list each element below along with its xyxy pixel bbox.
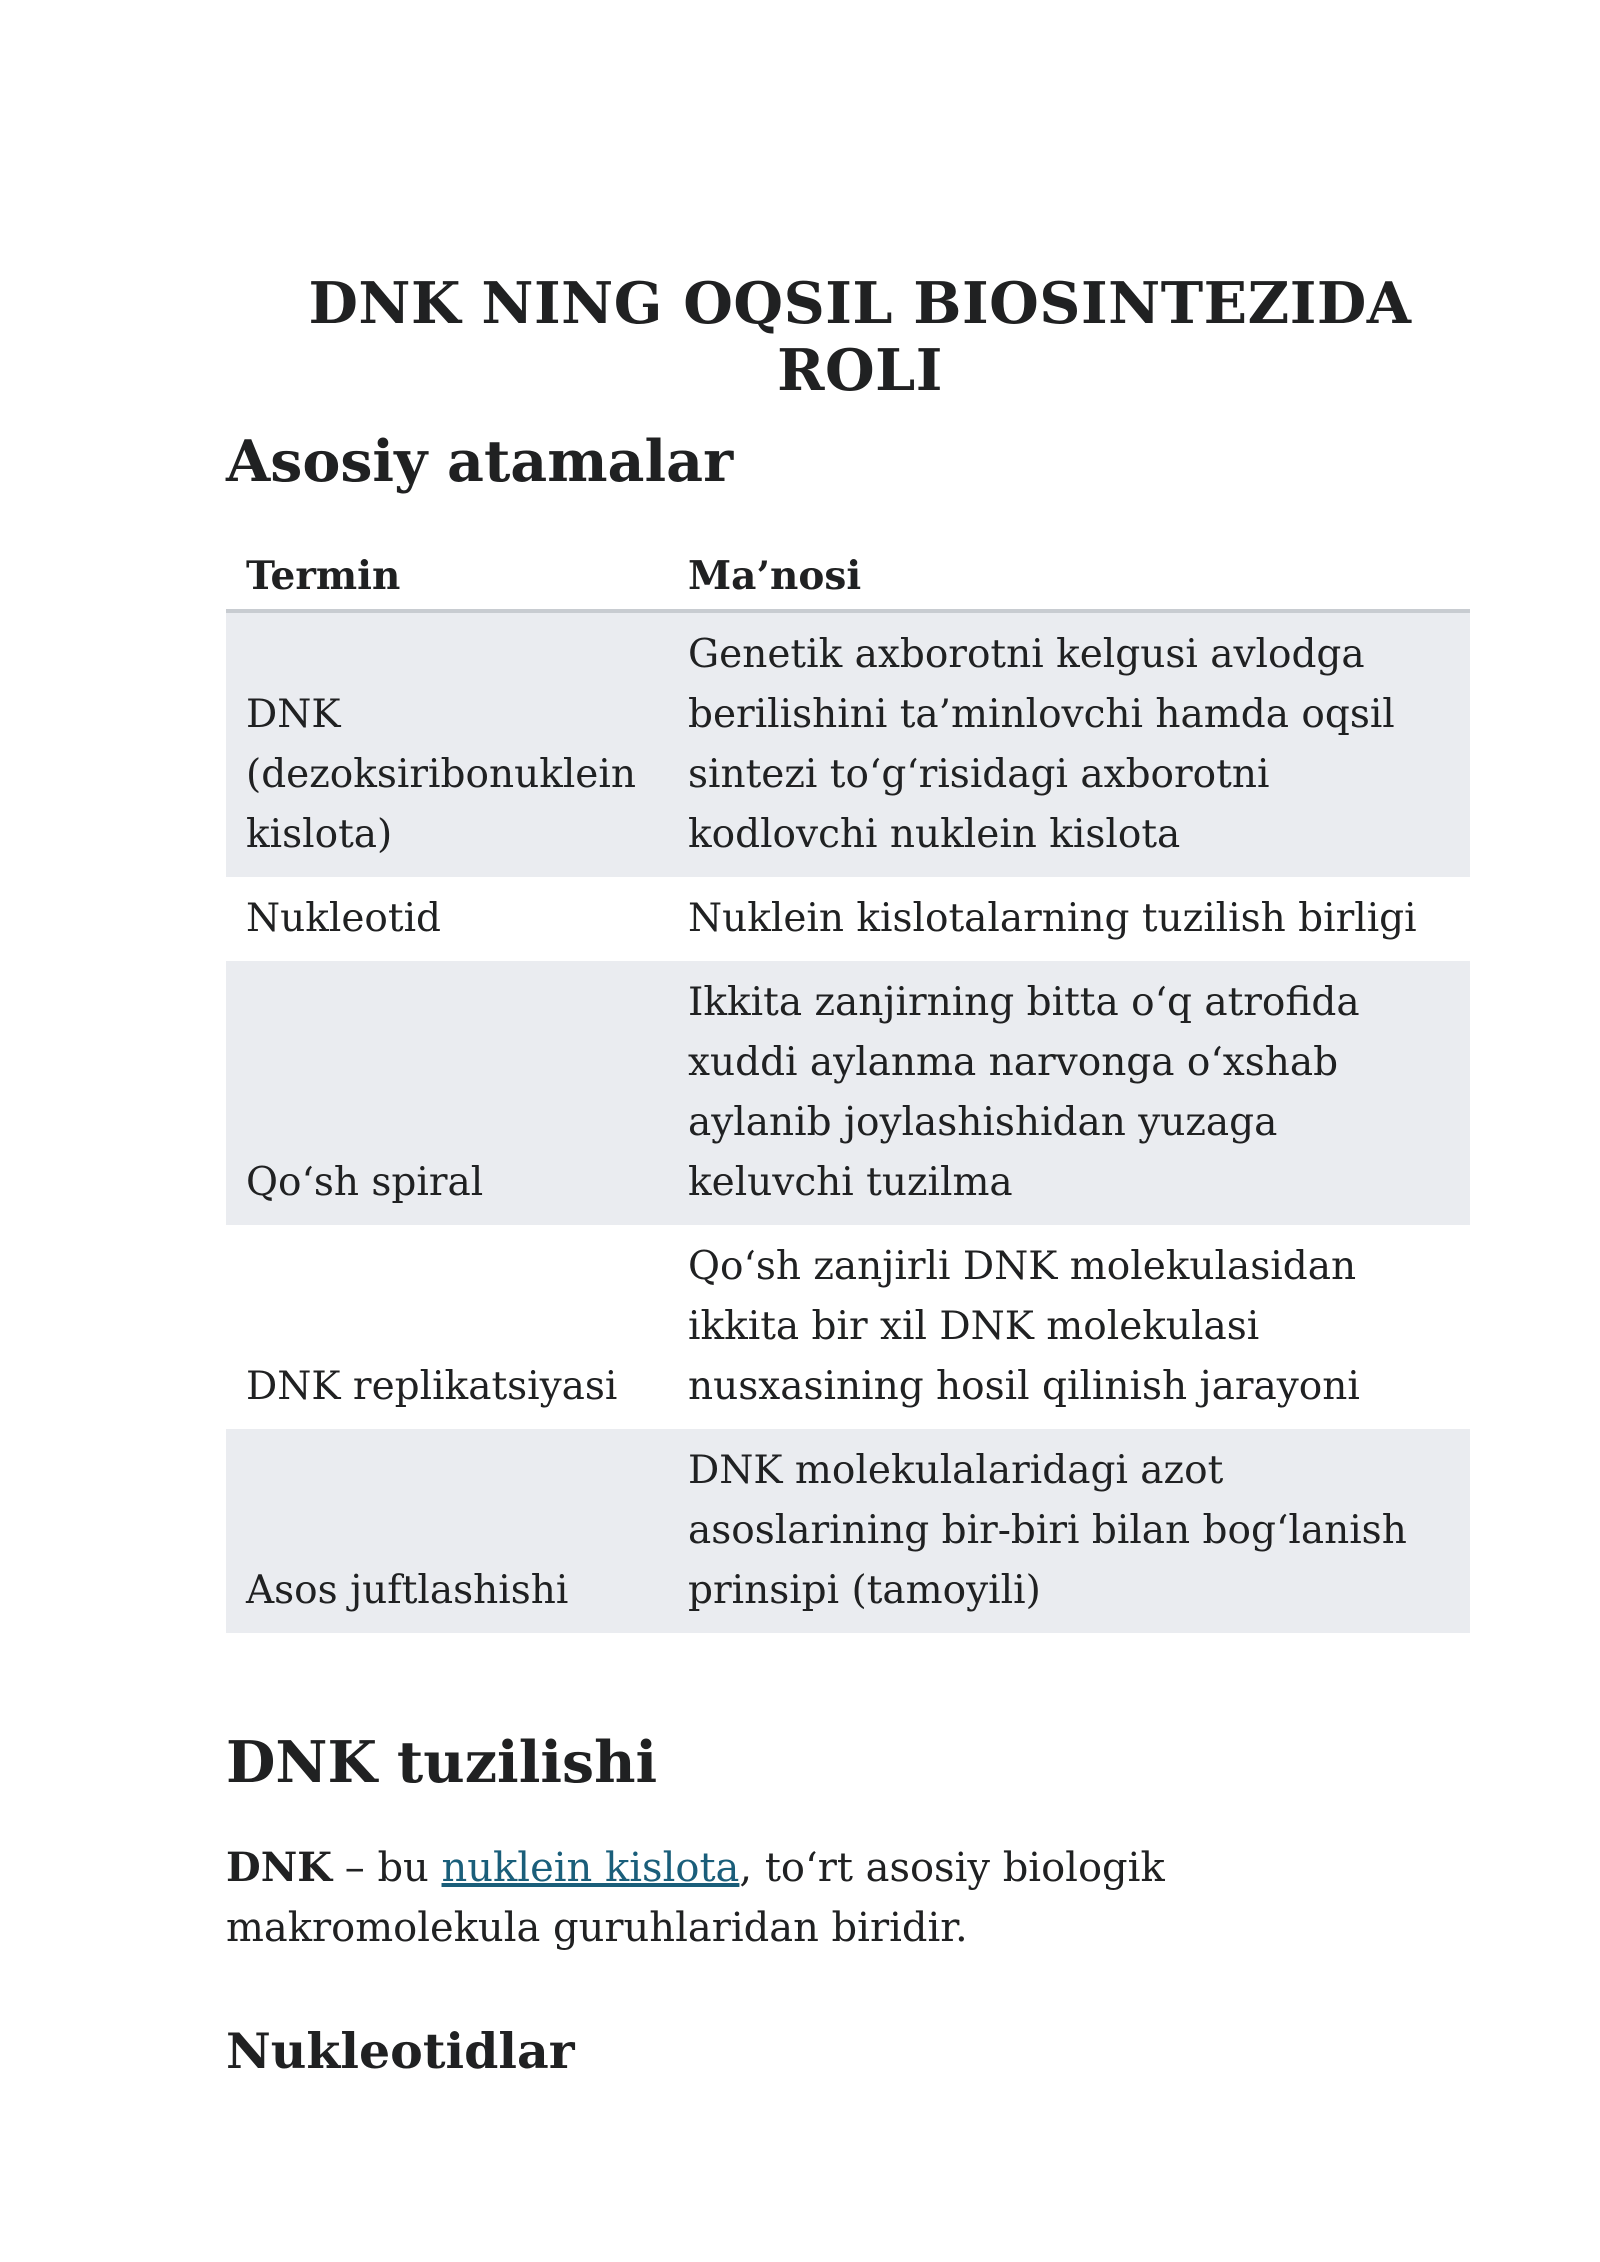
table-row (226, 611, 1470, 877)
column-header-meaning: Ma’nosi (668, 545, 1470, 611)
intro-paragraph (226, 1838, 1470, 1958)
document-page (226, 270, 1470, 2080)
term-cell: Qo‘sh spiral (226, 961, 668, 1225)
section-heading-tuzilishi: DNK tuzilishi (226, 1729, 658, 1796)
meaning-cell: DNK molekulalaridagi azot asoslarining bir-biri bilan bog‘lanish prinsipi (tamoyili) (668, 1429, 1470, 1633)
table-row (226, 1225, 1470, 1429)
term-cell: DNK (dezoksiribonuklein kislota) (226, 611, 668, 877)
paragraph-text: , to‘rt asosiy biologik makromolekula guruhlaridan biridir. (226, 1845, 1165, 1951)
meaning-cell: Ikkita zanjirning bitta o‘q atrofida xuddi aylanma narvonga o‘xshab aylanib joylashishidan yuzaga keluvchi tuzilma (668, 961, 1470, 1225)
paragraph-text: – bu (332, 1845, 442, 1891)
term-cell: Nukleotid (246, 896, 442, 941)
column-header-term: Termin (226, 545, 668, 611)
nuklein-kislota-link[interactable]: nuklein kislota (441, 1845, 740, 1891)
meaning-cell: Genetik axborotni kelgusi avlodga berilishini ta’minlovchi hamda oqsil sintezi to‘g‘risidagi axborotni kodlovchi nuklein kislota (668, 611, 1470, 877)
table-row (226, 961, 1470, 1225)
term-cell: DNK replikatsiyasi (246, 1364, 618, 1409)
table-row (226, 1429, 1470, 1633)
table-row (226, 877, 1470, 961)
section-heading-nukleotidlar: Nukleotidlar (226, 2022, 575, 2080)
meaning-cell: Nuklein kislotalarning tuzilish birligi (688, 896, 1417, 941)
meaning-cell: Qo‘sh zanjirli DNK molekulasidan ikkita bir xil DNK molekulasi nusxasining hosil qilinish jarayoni (688, 1244, 1360, 1409)
bold-term: DNK (226, 1844, 333, 1891)
term-cell: Asos juftlashishi (226, 1429, 668, 1633)
table-header-row (226, 545, 1470, 611)
terms-table (226, 545, 1470, 1633)
section-heading-atamalar: Asosiy atamalar (226, 428, 734, 495)
page-title: DNK NING OQSIL BIOSINTEZIDA ROLI (308, 270, 1412, 404)
